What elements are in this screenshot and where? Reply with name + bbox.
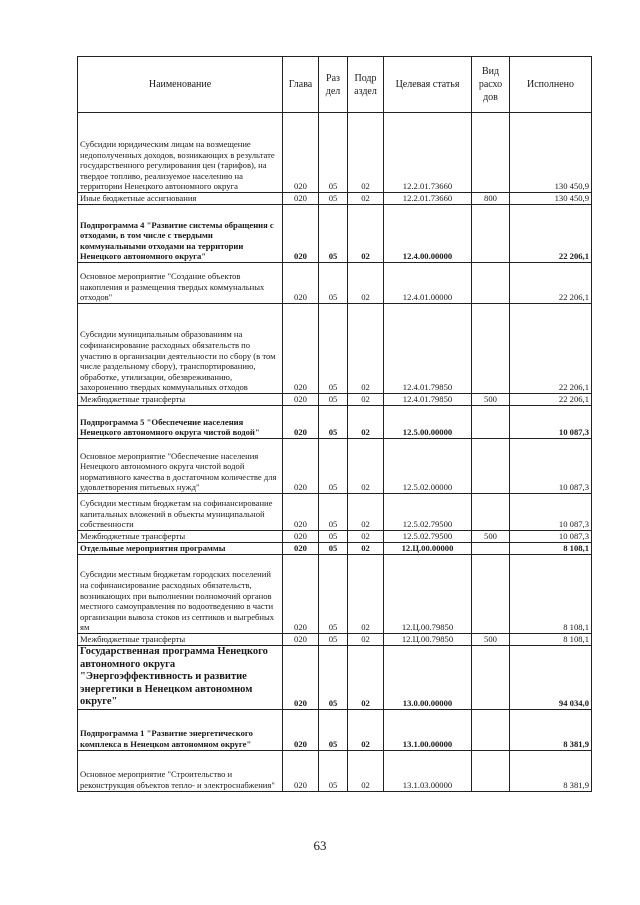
row-glava: 020 bbox=[283, 634, 319, 646]
row-vid bbox=[472, 205, 510, 263]
row-sum: 22 206,1 bbox=[510, 205, 592, 263]
row-glava: 020 bbox=[283, 439, 319, 494]
row-podrazdel: 02 bbox=[348, 113, 384, 193]
table-row bbox=[78, 750, 592, 791]
row-name: Основное мероприятие "Обеспечение населения Ненецкого автономного округа чистой водой нормативного качества в достаточном количестве для удовлетворения питьевых нужд" bbox=[78, 439, 283, 494]
header-razdel: Раз дел bbox=[319, 57, 348, 113]
row-glava: 020 bbox=[283, 304, 319, 394]
row-podrazdel: 02 bbox=[348, 531, 384, 543]
row-name: Подпрограмма 1 "Развитие энергетического комплекса в Ненецком автономном округе" bbox=[78, 709, 283, 750]
row-statya: 13.0.00.00000 bbox=[384, 646, 472, 710]
row-name: Подпрограмма 4 "Развитие системы обращения с отходами, в том числе с твердыми коммунальными отходами на территории Ненецкого автономного округа" bbox=[78, 205, 283, 263]
row-sum: 8 381,9 bbox=[510, 750, 592, 791]
row-glava: 020 bbox=[283, 646, 319, 710]
row-razdel: 05 bbox=[319, 193, 348, 205]
row-podrazdel: 02 bbox=[348, 555, 384, 634]
table-row bbox=[78, 113, 592, 193]
row-statya: 12.Ц.00.00000 bbox=[384, 543, 472, 555]
row-statya: 12.2.01.73660 bbox=[384, 113, 472, 193]
row-vid bbox=[472, 543, 510, 555]
row-glava: 020 bbox=[283, 113, 319, 193]
row-statya: 12.Ц.00.79850 bbox=[384, 555, 472, 634]
row-sum: 22 206,1 bbox=[510, 304, 592, 394]
row-podrazdel: 02 bbox=[348, 634, 384, 646]
header-podrazdel: Подр аздел bbox=[348, 57, 384, 113]
row-sum: 10 087,3 bbox=[510, 494, 592, 531]
table-row bbox=[78, 406, 592, 439]
header-row bbox=[78, 57, 592, 113]
row-glava: 020 bbox=[283, 193, 319, 205]
row-vid bbox=[472, 555, 510, 634]
row-statya: 13.1.00.00000 bbox=[384, 709, 472, 750]
row-razdel: 05 bbox=[319, 439, 348, 494]
table-row bbox=[78, 646, 592, 710]
row-statya: 12.5.00.00000 bbox=[384, 406, 472, 439]
table-row bbox=[78, 634, 592, 646]
row-podrazdel: 02 bbox=[348, 394, 384, 406]
row-name: Иные бюджетные ассигнования bbox=[78, 193, 283, 205]
table-row bbox=[78, 709, 592, 750]
row-name: Субсидии местным бюджетам на софинансирование капитальных вложений в объекты муниципальной собственности bbox=[78, 494, 283, 531]
row-razdel: 05 bbox=[319, 750, 348, 791]
row-razdel: 05 bbox=[319, 263, 348, 304]
row-podrazdel: 02 bbox=[348, 304, 384, 394]
row-vid bbox=[472, 113, 510, 193]
row-vid: 500 bbox=[472, 634, 510, 646]
row-podrazdel: 02 bbox=[348, 439, 384, 494]
row-vid bbox=[472, 494, 510, 531]
row-sum: 8 381,9 bbox=[510, 709, 592, 750]
row-statya: 13.1.03.00000 bbox=[384, 750, 472, 791]
row-name: Субсидии муниципальным образованиям на софинансирование расходных обязательств по участию в организации деятельности по сбору (в том числе раздельному сбору), транспортированию, обработке, утилизации, обезвреживанию, захоронению твердых коммунальных отходов bbox=[78, 304, 283, 394]
row-podrazdel: 02 bbox=[348, 263, 384, 304]
row-razdel: 05 bbox=[319, 304, 348, 394]
row-sum: 22 206,1 bbox=[510, 394, 592, 406]
row-vid bbox=[472, 646, 510, 710]
budget-table-container bbox=[77, 56, 591, 792]
row-sum: 130 450,9 bbox=[510, 193, 592, 205]
row-sum: 10 087,3 bbox=[510, 406, 592, 439]
row-sum: 8 108,1 bbox=[510, 634, 592, 646]
row-vid bbox=[472, 406, 510, 439]
row-vid: 500 bbox=[472, 394, 510, 406]
table-row bbox=[78, 543, 592, 555]
row-glava: 020 bbox=[283, 205, 319, 263]
table-row bbox=[78, 263, 592, 304]
row-razdel: 05 bbox=[319, 113, 348, 193]
row-statya: 12.Ц.00.79850 bbox=[384, 634, 472, 646]
header-ispolneno: Исполнено bbox=[510, 57, 592, 113]
row-statya: 12.5.02.79500 bbox=[384, 494, 472, 531]
row-sum: 94 034,0 bbox=[510, 646, 592, 710]
row-statya: 12.4.00.00000 bbox=[384, 205, 472, 263]
row-sum: 10 087,3 bbox=[510, 439, 592, 494]
row-razdel: 05 bbox=[319, 494, 348, 531]
row-razdel: 05 bbox=[319, 531, 348, 543]
row-vid bbox=[472, 304, 510, 394]
row-sum: 8 108,1 bbox=[510, 555, 592, 634]
row-podrazdel: 02 bbox=[348, 750, 384, 791]
row-razdel: 05 bbox=[319, 634, 348, 646]
row-razdel: 05 bbox=[319, 646, 348, 710]
budget-table bbox=[77, 56, 592, 792]
row-name: Отдельные мероприятия программы bbox=[78, 543, 283, 555]
row-name: Межбюджетные трансферты bbox=[78, 394, 283, 406]
row-glava: 020 bbox=[283, 494, 319, 531]
row-sum: 10 087,3 bbox=[510, 531, 592, 543]
table-row bbox=[78, 304, 592, 394]
row-podrazdel: 02 bbox=[348, 543, 384, 555]
table-row bbox=[78, 531, 592, 543]
row-name: Основное мероприятие "Создание объектов накопления и размещения твердых коммунальных отходов" bbox=[78, 263, 283, 304]
row-glava: 020 bbox=[283, 543, 319, 555]
row-name: Основное мероприятие "Строительство и реконструкция объектов тепло- и электроснабжения" bbox=[78, 750, 283, 791]
row-sum: 22 206,1 bbox=[510, 263, 592, 304]
row-statya: 12.5.02.00000 bbox=[384, 439, 472, 494]
header-vid: Вид расхо дов bbox=[472, 57, 510, 113]
row-vid bbox=[472, 750, 510, 791]
row-podrazdel: 02 bbox=[348, 646, 384, 710]
row-razdel: 05 bbox=[319, 709, 348, 750]
row-glava: 020 bbox=[283, 750, 319, 791]
row-razdel: 05 bbox=[319, 205, 348, 263]
table-row bbox=[78, 394, 592, 406]
row-razdel: 05 bbox=[319, 394, 348, 406]
row-vid bbox=[472, 709, 510, 750]
header-glava: Глава bbox=[283, 57, 319, 113]
row-vid bbox=[472, 439, 510, 494]
table-row bbox=[78, 439, 592, 494]
row-razdel: 05 bbox=[319, 543, 348, 555]
row-vid: 500 bbox=[472, 531, 510, 543]
row-name: Субсидии местным бюджетам городских поселений на софинансирование расходных обязательств, возникающих при выполнении полномочий органов местного самоуправления по водоотведению в части организации вывоза стоков из септиков и выгребных ям bbox=[78, 555, 283, 634]
header-statya: Целевая статья bbox=[384, 57, 472, 113]
row-statya: 12.2.01.73660 bbox=[384, 193, 472, 205]
row-podrazdel: 02 bbox=[348, 494, 384, 531]
table-row bbox=[78, 494, 592, 531]
row-vid: 800 bbox=[472, 193, 510, 205]
row-podrazdel: 02 bbox=[348, 406, 384, 439]
row-glava: 020 bbox=[283, 709, 319, 750]
row-statya: 12.4.01.00000 bbox=[384, 263, 472, 304]
row-podrazdel: 02 bbox=[348, 205, 384, 263]
row-name: Межбюджетные трансферты bbox=[78, 634, 283, 646]
row-name: Субсидии юридическим лицам на возмещение недополученных доходов, возникающих в результате государственного регулирования цен (тарифов), на твердое топливо, реализуемое населению на территории Ненецкого автономного округа bbox=[78, 113, 283, 193]
row-vid bbox=[472, 263, 510, 304]
row-sum: 130 450,9 bbox=[510, 113, 592, 193]
row-statya: 12.4.01.79850 bbox=[384, 304, 472, 394]
row-glava: 020 bbox=[283, 406, 319, 439]
row-razdel: 05 bbox=[319, 406, 348, 439]
header-name: Наименование bbox=[78, 57, 283, 113]
table-row bbox=[78, 205, 592, 263]
row-name: Межбюджетные трансферты bbox=[78, 531, 283, 543]
table-row bbox=[78, 555, 592, 634]
row-glava: 020 bbox=[283, 555, 319, 634]
row-glava: 020 bbox=[283, 531, 319, 543]
page-number: 63 bbox=[313, 838, 327, 853]
row-sum: 8 108,1 bbox=[510, 543, 592, 555]
row-glava: 020 bbox=[283, 394, 319, 406]
row-razdel: 05 bbox=[319, 555, 348, 634]
row-podrazdel: 02 bbox=[348, 193, 384, 205]
table-row bbox=[78, 193, 592, 205]
row-name: Государственная программа Ненецкого автономного округа "Энергоэффективность и развитие энергетики в Ненецком автономном округе" bbox=[78, 646, 283, 710]
row-statya: 12.4.01.79850 bbox=[384, 394, 472, 406]
row-name: Подпрограмма 5 "Обеспечение населения Ненецкого автономного округа чистой водой" bbox=[78, 406, 283, 439]
row-podrazdel: 02 bbox=[348, 709, 384, 750]
row-statya: 12.5.02.79500 bbox=[384, 531, 472, 543]
row-glava: 020 bbox=[283, 263, 319, 304]
